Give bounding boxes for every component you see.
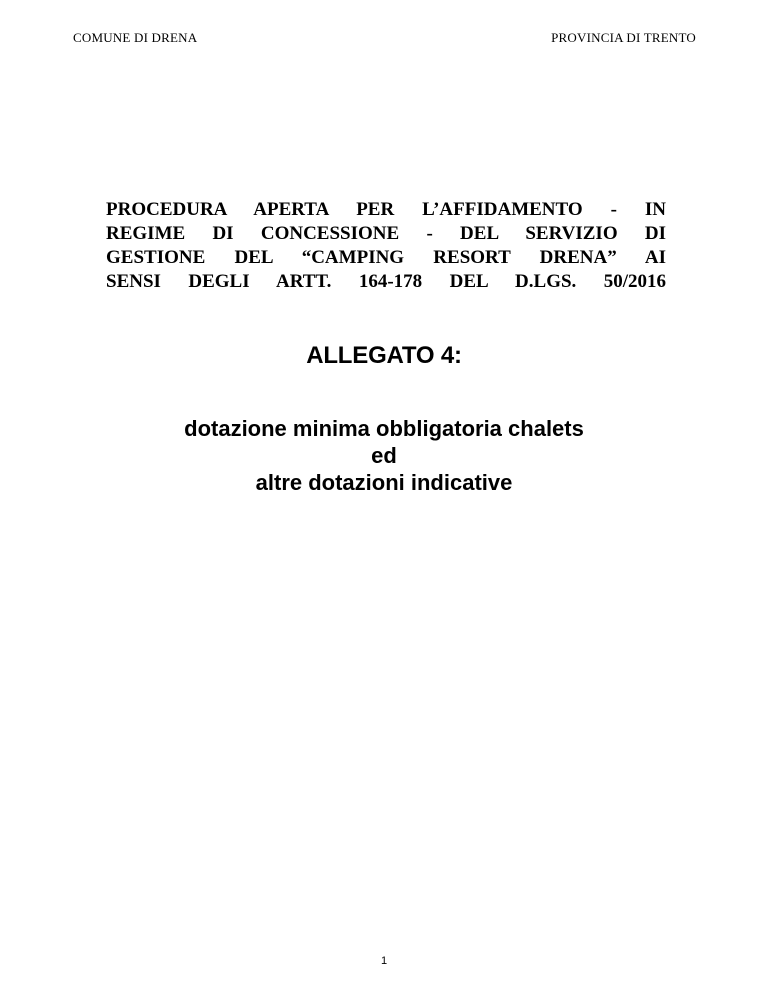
subtitle-line-2: ed	[371, 443, 397, 468]
procedure-title	[106, 198, 666, 294]
procedure-title-line-3: GESTIONE DEL “CAMPING RESORT DRENA” AI	[106, 247, 666, 268]
procedure-title-line-4: SENSI DEGLI ARTT. 164-178 DEL D.LGS. 50/2016	[106, 271, 666, 292]
subtitle-line-1: dotazione minima obbligatoria chalets	[184, 416, 584, 441]
page-number: 1	[380, 955, 388, 967]
attachment-subtitle	[0, 415, 768, 496]
procedure-title-line-2: REGIME DI CONCESSIONE - DEL SERVIZIO DI	[106, 223, 666, 244]
subtitle-line-3: altre dotazioni indicative	[255, 470, 513, 495]
header-province: PROVINCIA DI TRENTO	[551, 30, 696, 45]
procedure-title-line-1: PROCEDURA APERTA PER L’AFFIDAMENTO - IN	[106, 199, 666, 220]
header-municipality: COMUNE DI DRENA	[73, 30, 198, 45]
attachment-heading: ALLEGATO 4:	[306, 342, 462, 369]
